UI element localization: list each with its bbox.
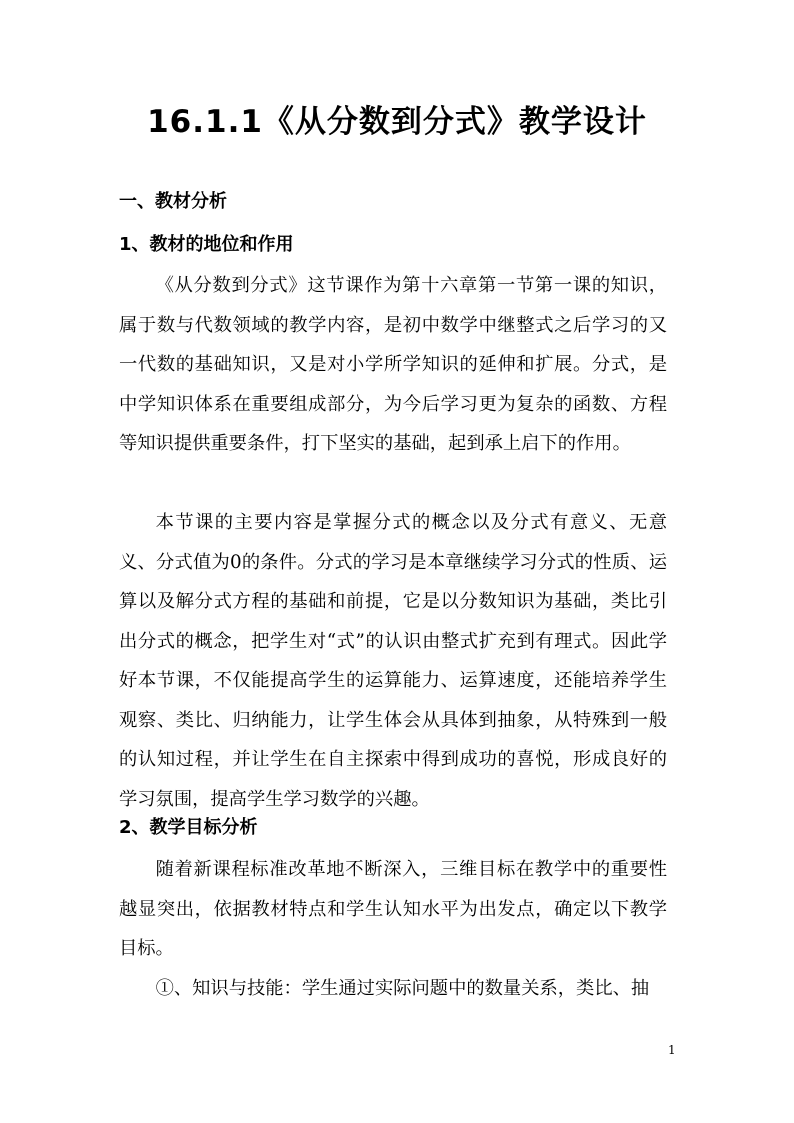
paragraph-position-and-role: 《从分数到分式》这节课作为第十六章第一节第一课的知识，属于数与代数领域的教学内容，是初中数学中继整式之后学习的又一代数的基础知识，又是对小学所学知识的延伸和扩展。分式，是中学知识体系在重要组成部分，为今后学习更为复杂的函数、方程等知识提供重要条件，打下坚实的基础，起到承上启下的作用。	[119, 275, 667, 454]
subsection-heading-teaching-goals: 2、教学目标分析	[119, 817, 258, 838]
document-title: 16.1.1《从分数到分式》教学设计	[147, 104, 647, 140]
paragraph-main-content: 本节课的主要内容是掌握分式的概念以及分式有意义、无意义、分式值为0的条件。分式的学习是本章继续学习分式的性质、运算以及解分式方程的基础和前提，它是以分数知识为基础，类比引出分式的概念，把学生对“式”的认识由整式扩充到有理式。因此学好本节课，不仅能提高学生的运算能力、运算速度，还能培养学生观察、类比、归纳能力，让学生体会从具体到抽象，从特殊到一般的认知过程，并让学生在自主探索中得到成功的喜悦，形成良好的学习氛围，提高学生学习数学的兴趣。	[119, 512, 667, 810]
paragraph-teaching-goals: 随着新课程标准改革地不断深入，三维目标在教学中的重要性越显突出，依据教材特点和学生认知水平为出发点，确定以下教学目标。	[119, 859, 667, 959]
subsection-heading-position-and-role: 1、教材的地位和作用	[119, 234, 294, 255]
section-heading-textbook-analysis: 一、教材分析	[119, 191, 227, 212]
page-number: 1	[668, 1043, 676, 1057]
paragraph-knowledge-and-skills: ①、知识与技能：学生通过实际问题中的数量关系，类比、抽	[155, 978, 650, 999]
